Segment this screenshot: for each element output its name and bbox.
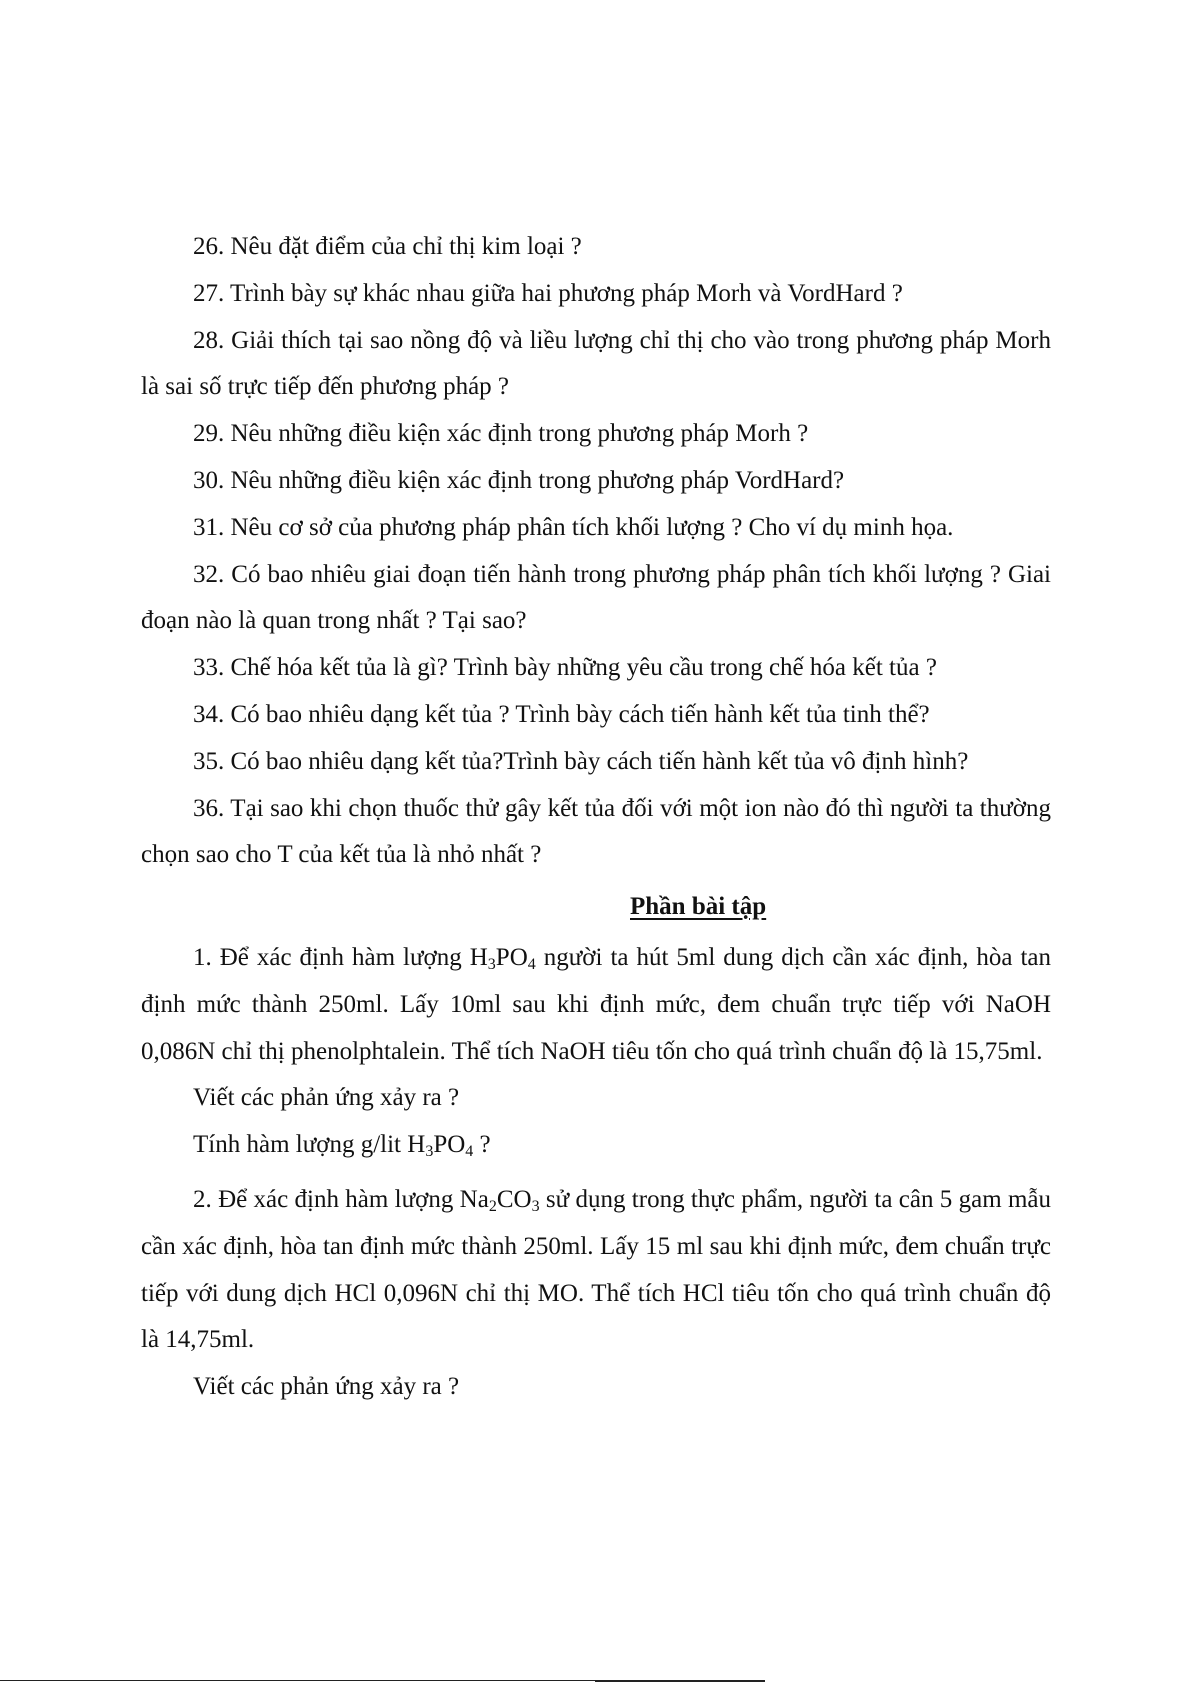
exercise-2-text-a: 2. Để xác định hàm lượng Na bbox=[193, 1185, 489, 1213]
question-34: 34. Có bao nhiêu dạng kết tủa ? Trình bày cách tiến hành kết tủa tinh thể? bbox=[193, 700, 930, 728]
exercise-1-task-2 bbox=[141, 1122, 1051, 1169]
exercise-2-text-b: CO bbox=[496, 1185, 532, 1213]
question-35: 35. Có bao nhiêu dạng kết tủa?Trình bày cách tiến hành kết tủa vô định hình? bbox=[193, 747, 969, 775]
exercise-2-sub-a: 2 bbox=[488, 1197, 497, 1215]
exercise-1-sub-a: 3 bbox=[487, 955, 496, 973]
exercise-2-text-c: sử dụng trong thực phẩm, người ta cân 5 gam mẫu cần xác định, hòa tan định mức thành 250ml. Lấy 15 ml sau khi định mức, đem chuẩn trực tiếp với dung dịch HCl 0,096N chỉ thị MO. Thể tích HCl tiêu tốn cho quá trình chuẩn độ là 14,75ml. bbox=[141, 1185, 1052, 1354]
exercise-1-text-c: người ta hút 5ml dung dịch cần xác định, hòa tan định mức thành 250ml. Lấy 10ml sau khi định mức, đem chuẩn trực tiếp với NaOH 0,086N chỉ thị phenolphtalein. Thể tích NaOH tiêu tốn cho quá trình chuẩn độ là 15,75ml. bbox=[141, 943, 1052, 1065]
question-31: 31. Nêu cơ sở của phương pháp phân tích khối lượng ? Cho ví dụ minh họa. bbox=[193, 513, 954, 541]
exercise-1-text-a: 1. Để xác định hàm lượng H bbox=[193, 943, 488, 971]
exercise-1-task-2-sub-a: 3 bbox=[425, 1143, 434, 1161]
footer-divider-accent bbox=[595, 1680, 765, 1682]
exercise-1-task-2-text-b: PO bbox=[433, 1131, 466, 1159]
exercise-1-sub-b: 4 bbox=[527, 955, 536, 973]
exercise-1-task-2-text-c: ? bbox=[473, 1131, 491, 1159]
section-heading: Phần bài tập bbox=[630, 893, 767, 921]
question-27: 27. Trình bày sự khác nhau giữa hai phương pháp Morh và VordHard ? bbox=[193, 279, 903, 307]
exercise-1-task-2-text-a: Tính hàm lượng g/lit H bbox=[193, 1131, 426, 1159]
question-28: 28. Giải thích tại sao nồng độ và liều lượng chỉ thị cho vào trong phương pháp Morh là sai số trực tiếp đến phương pháp ? bbox=[141, 326, 1051, 401]
exercise-1-text-b: PO bbox=[495, 943, 528, 971]
exercise-1 bbox=[141, 935, 1051, 1075]
exercise-2-task-1: Viết các phản ứng xảy ra ? bbox=[193, 1373, 460, 1401]
question-30: 30. Nêu những điều kiện xác định trong phương pháp VordHard? bbox=[193, 466, 845, 494]
exercise-2 bbox=[141, 1177, 1051, 1364]
exercise-1-task-1: Viết các phản ứng xảy ra ? bbox=[193, 1084, 460, 1112]
exercise-1-task-2-sub-b: 4 bbox=[465, 1143, 474, 1161]
question-32: 32. Có bao nhiêu giai đoạn tiến hành trong phương pháp phân tích khối lượng ? Giai đoạn nào là quan trong nhất ? Tại sao? bbox=[141, 560, 1051, 635]
question-29: 29. Nêu những điều kiện xác định trong phương pháp Morh ? bbox=[193, 420, 809, 448]
question-26: 26. Nêu đặt điểm của chỉ thị kim loại ? bbox=[193, 233, 582, 260]
question-33: 33. Chế hóa kết tủa là gì? Trình bày những yêu cầu trong chế hóa kết tủa ? bbox=[193, 654, 937, 682]
exercise-2-sub-b: 3 bbox=[531, 1197, 540, 1215]
question-36: 36. Tại sao khi chọn thuốc thử gây kết tủa đối với một ion nào đó thì người ta thường chọn sao cho T của kết tủa là nhỏ nhất ? bbox=[141, 794, 1051, 869]
document-page bbox=[141, 224, 1051, 1411]
